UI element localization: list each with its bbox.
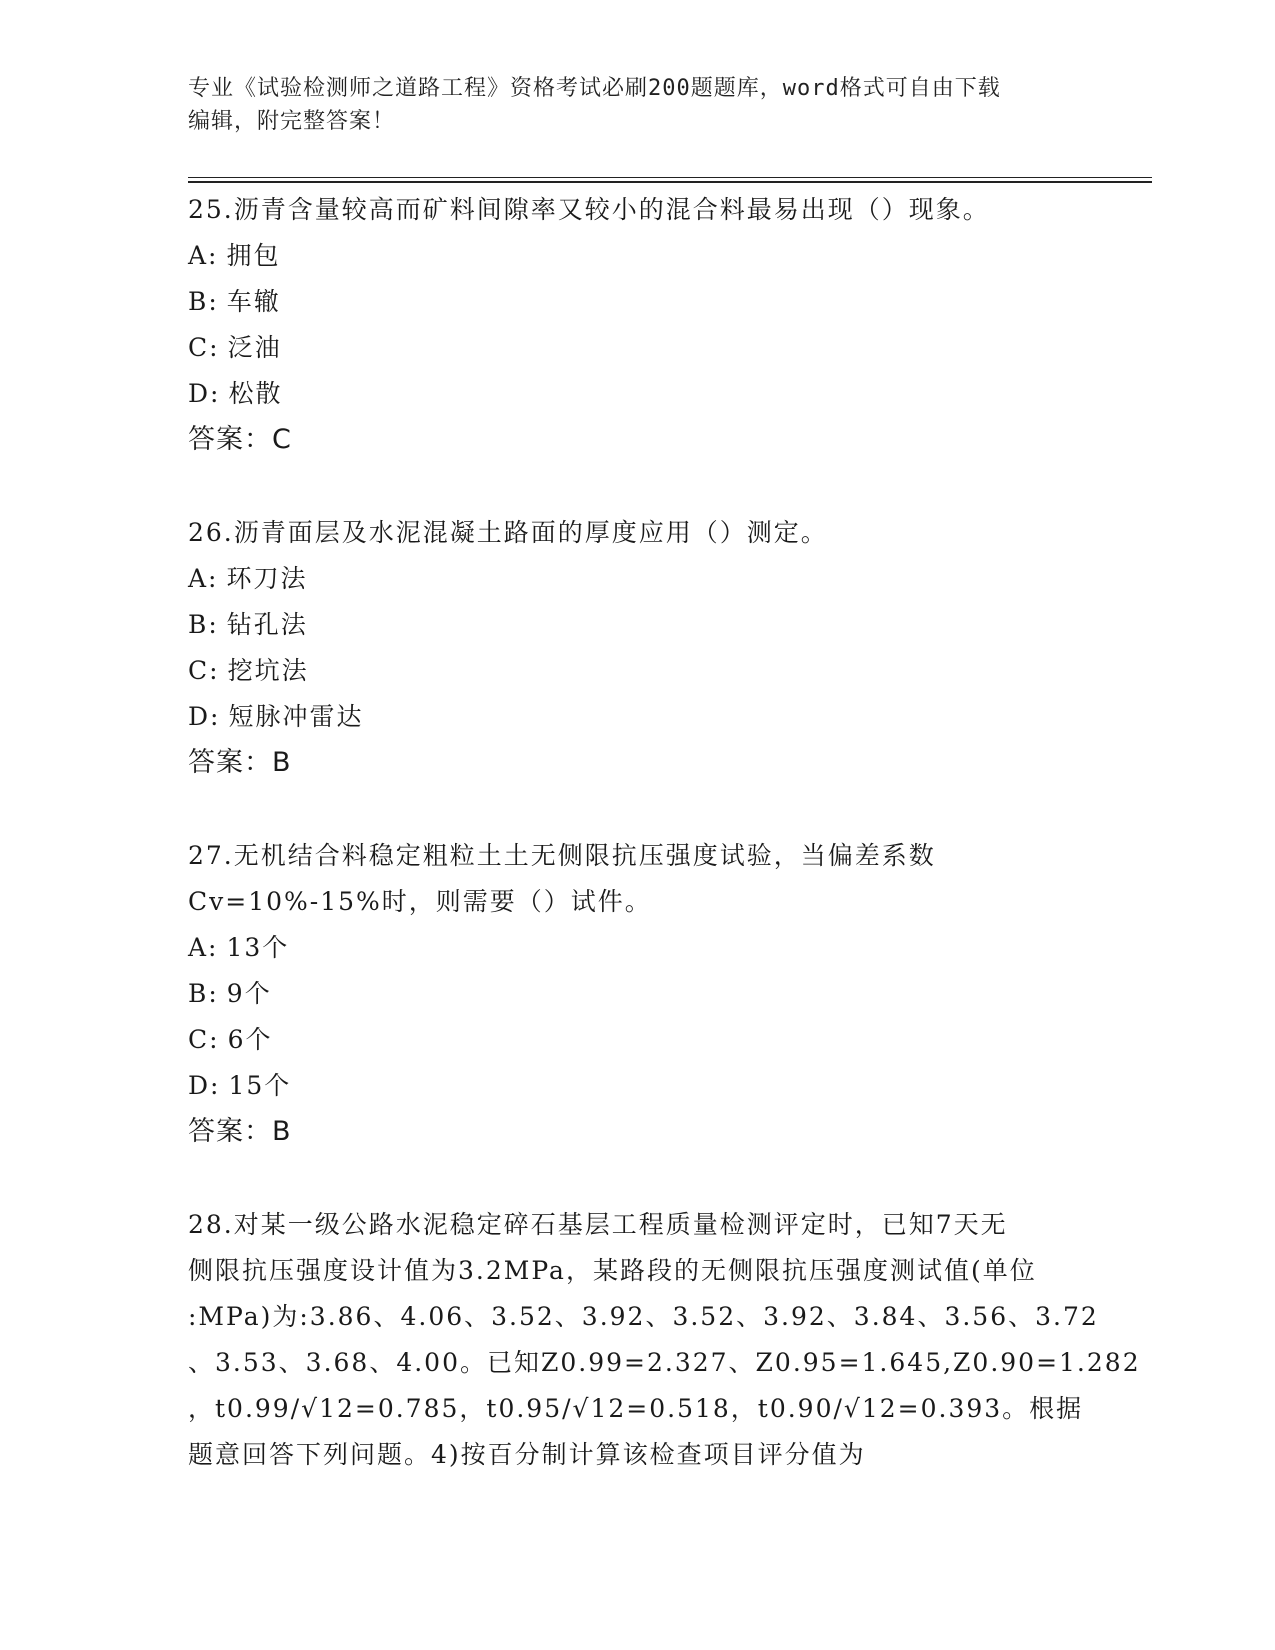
option-letter: B: (188, 979, 219, 1008)
answer-option (188, 1017, 1088, 1063)
answer-key: 答案：C (188, 424, 292, 455)
question-stem-line: 、3.53、3.68、4.00。已知Z0.99=2.327、Z0.95=1.645,Z0.90=1.282 (188, 1348, 1141, 1377)
answer-option (188, 925, 1088, 971)
question-stem-line: Cv=10%-15%时，则需要（）试件。 (188, 887, 652, 916)
option-letter: D: (188, 379, 221, 408)
answer-option (188, 371, 1088, 417)
option-letter: B: (188, 287, 219, 316)
answer-option (188, 971, 1088, 1017)
option-text: 松散 (228, 379, 283, 408)
option-letter: C: (188, 333, 220, 362)
option-letter: D: (188, 1071, 221, 1100)
header-divider-thick (188, 181, 1152, 183)
option-letter: A: (188, 933, 219, 962)
answer-option (188, 648, 1088, 694)
option-text: 挖坑法 (227, 656, 309, 685)
question-list (188, 187, 1141, 1525)
question-block (188, 1202, 1141, 1478)
option-text: 15个 (228, 1071, 292, 1100)
question-stem-line: :MPa)为:3.86、4.06、3.52、3.92、3.52、3.92、3.84、3.56、3.72 (188, 1302, 1099, 1331)
option-letter: C: (188, 656, 220, 685)
option-text: 拥包 (226, 241, 281, 270)
header-title-line-2: 编辑，附完整答案！ (188, 109, 396, 134)
question-block (188, 833, 1088, 1155)
question-stem-line: 题意回答下列问题。4)按百分制计算该检查项目评分值为 (188, 1440, 866, 1469)
answer-option (188, 233, 1088, 279)
question-stem-line: ，t0.99/√12=0.785，t0.95/√12=0.518，t0.90/√12=0.393。根据 (188, 1394, 1084, 1423)
header-divider-thin (188, 177, 1152, 178)
answer-key: 答案：B (188, 747, 292, 778)
answer-option (188, 325, 1088, 371)
question-stem-line: 28.对某一级公路水泥稳定碎石基层工程质量检测评定时，已知7天无 (188, 1210, 1008, 1239)
answer-option (188, 1063, 1088, 1109)
header-title-line-1: 专业《试验检测师之道路工程》资格考试必刷200题题库，word格式可自由下载 (188, 76, 1001, 101)
answer-key: 答案：B (188, 1116, 292, 1147)
question-block (188, 510, 1088, 786)
option-letter: D: (188, 702, 221, 731)
option-text: 短脉冲雷达 (228, 702, 364, 731)
question-stem-line: 26.沥青面层及水泥混凝土路面的厚度应用（）测定。 (188, 518, 828, 547)
option-text: 13个 (226, 933, 290, 962)
option-letter: A: (188, 564, 219, 593)
option-letter: B: (188, 610, 219, 639)
question-stem-line: 侧限抗压强度设计值为3.2MPa，某路段的无侧限抗压强度测试值(单位 (188, 1256, 1037, 1285)
option-text: 9个 (226, 979, 272, 1008)
question-stem-line: 25.沥青含量较高而矿料间隙率又较小的混合料最易出现（）现象。 (188, 195, 990, 224)
answer-option (188, 556, 1088, 602)
option-letter: C: (188, 1025, 220, 1054)
question-block (188, 187, 1088, 463)
option-letter: A: (188, 241, 219, 270)
option-text: 6个 (227, 1025, 273, 1054)
page-header (188, 72, 1088, 138)
answer-option (188, 602, 1088, 648)
option-text: 车辙 (226, 287, 281, 316)
option-text: 泛油 (227, 333, 282, 362)
answer-option (188, 694, 1088, 740)
option-text: 钻孔法 (226, 610, 308, 639)
option-text: 环刀法 (226, 564, 308, 593)
answer-option (188, 279, 1088, 325)
question-stem-line: 27.无机结合料稳定粗粒土土无侧限抗压强度试验，当偏差系数 (188, 841, 936, 870)
